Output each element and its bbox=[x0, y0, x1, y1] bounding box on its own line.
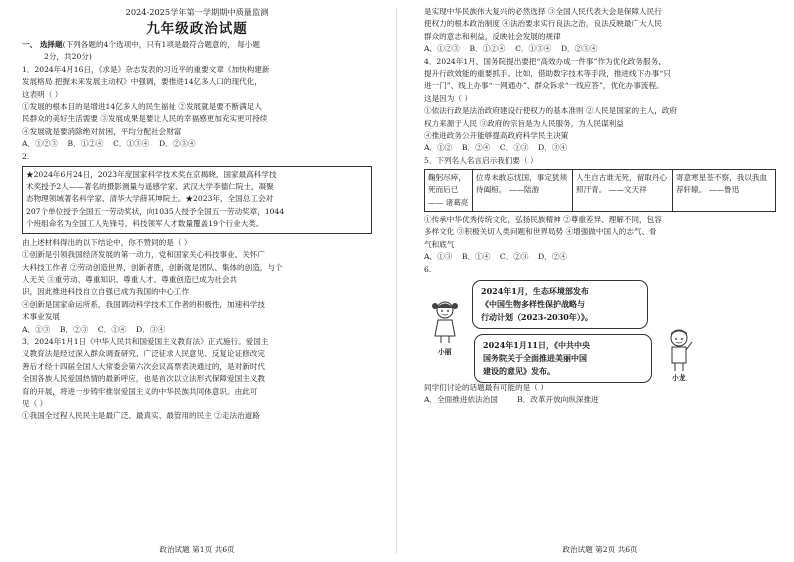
q3-line: ①我国全过程人民民主是最广泛、最真实、最管用的民主 ②走法治道路 bbox=[22, 411, 260, 421]
q2-line: 识，因此推进科技自立自强已成为我国的中心工作 bbox=[22, 287, 190, 297]
q4-line: 提升行政效能的重要抓手。比如，借助数字技术等手段，推进线下办事“只 bbox=[424, 69, 671, 79]
q5-line: 气和底气 bbox=[424, 239, 455, 249]
q3-continued bbox=[424, 6, 776, 56]
bubble-line: 2024年1月11日，《中共中央 bbox=[483, 339, 590, 350]
bubble-line: 国务院关于全面推进美丽中国 bbox=[483, 352, 587, 363]
quote-cell: 人生自古谁无死，留取丹心照汗青。 ——文天祥 bbox=[573, 170, 673, 212]
bubble-line: 2024年1月，生态环境部发布 bbox=[481, 285, 589, 296]
q2-line: 由上述材料得出的以下结论中，你不赞同的是（ ） bbox=[22, 237, 192, 247]
kid-label-xiaoli: 小丽 bbox=[438, 347, 452, 356]
q2-options: A．①③ B．②③ C．①④ D．③④ bbox=[22, 324, 166, 334]
question-2 bbox=[22, 151, 372, 336]
q3-line: 是实现中华民族伟大复兴的必然选择 ③全国人民代表大会是保障人民行 bbox=[424, 7, 662, 16]
q2-line: 术事业发展 bbox=[22, 312, 60, 322]
q1-line: 这表明（ ） bbox=[22, 89, 63, 99]
q2-material-box bbox=[22, 166, 372, 234]
q5-line: 多样文化 ③积极关切人类问题和世界局势 ④增强做中国人的志气、骨 bbox=[424, 227, 657, 237]
q6-stem: 同学们讨论的话题最有可能的是（ ） bbox=[424, 382, 548, 392]
page-left bbox=[22, 0, 372, 562]
q4-line: 权力来源于人民 ③政府的宗旨是为人民服务，为人民谋利益 bbox=[424, 118, 624, 128]
q5-options: A．①③ B．①④ C．②③ D．②④ bbox=[424, 252, 568, 262]
q2-line: ①创新是引领我国经济发展的第一动力，党和国家关心科技事业、关怀广 bbox=[22, 250, 265, 260]
page-footer: 政治试题 第2页 共6页 bbox=[562, 544, 638, 554]
quote-cell: 位卑未敢忘忧国，事定犹须待阖棺。 ——陆游 bbox=[473, 170, 573, 212]
boy-figure-icon bbox=[662, 326, 696, 372]
question-1 bbox=[22, 64, 372, 151]
q5-line: ①传承中华优秀传统文化，弘扬民族精神 ②尊重差异、理解不同，包容 bbox=[424, 214, 662, 224]
kid-label-xiaolong: 小龙 bbox=[672, 373, 686, 382]
q2-line: 人无关 ③重劳动、尊重知识、尊重人才、尊重创造已成为社会共 bbox=[22, 274, 238, 284]
page-right bbox=[424, 0, 776, 562]
q2-line: 大科技工作者 ②劳动创造世界，创新者胜，创新就是团队、集体的创造，与个 bbox=[22, 262, 283, 272]
q3-line: 群众的意志和利益，反映社会发展的规律 bbox=[424, 31, 561, 41]
q3-line: 全国各族人民爱国热情的最新呼应，也是首次以立法形式保障爱国主义教 bbox=[22, 374, 265, 384]
q3-line: 见（ ） bbox=[22, 398, 48, 408]
q6-options: A．全面推进依法治国 B．改革开放向纵深推进 bbox=[424, 395, 599, 405]
q6-number: 6. bbox=[424, 264, 432, 274]
q5-stem: 5．下列名人名言启示我们要（ ） bbox=[424, 155, 538, 165]
q2-material-line: 术奖授予2人——著名的摄影测量与遥感学家、武汉大学李德仁院士，凝聚 bbox=[26, 182, 274, 192]
question-5 bbox=[424, 155, 776, 264]
question-6 bbox=[424, 264, 776, 407]
page-footer: 政治试题 第1页 共6页 bbox=[159, 544, 235, 554]
q4-line: 4．2024年1月，国务院提出要把“高效办成一件事”作为优化政务服务、 bbox=[424, 56, 666, 66]
q2-material-line: 态物理领域著名科学家、清华大学薛其坤院士。★2023年，全国总工会对 bbox=[26, 194, 274, 204]
q2-material-line: 个班组命名为全国工人先锋号，科技领军人才数量覆盖19个行业大类。 bbox=[26, 219, 264, 229]
q3-options: A．①②③ B．①②④ C．①③④ D．②③④ bbox=[424, 44, 598, 54]
section-label: 一、 选择题 bbox=[22, 40, 63, 49]
q2-line: ④创新是国家命运所系，我国调动科学技术工作者的积极性，加速科学技 bbox=[22, 299, 265, 309]
q4-line: ④推进政务公开能够提高政府科学民主决策 bbox=[424, 131, 569, 141]
q3-line: 育的开展，将进一步铸牢推崇爱国主义的中华民族共同体意识。由此可 bbox=[22, 386, 258, 396]
q4-line: ①依法行政是法治政府建设行使权力的基本准则 ②人民是国家的主人，政府 bbox=[424, 106, 678, 116]
q6-illustration bbox=[424, 278, 776, 382]
q4-options: A．①② B．②④ C．①③ D．③④ bbox=[424, 143, 568, 153]
quote-cell: 寄意寒星荃不察，我以我血荐轩辕。 ——鲁迅 bbox=[673, 170, 776, 212]
q1-options: A．①②③ B．①②④ C．①③④ D．②③④ bbox=[22, 139, 196, 149]
question-3 bbox=[22, 336, 372, 423]
q2-material-line: ★2024年6月24日，2023年度国家科学技术奖在京揭晓，国家最高科学技 bbox=[26, 169, 277, 179]
exam-title: 九年级政治试题 bbox=[146, 21, 248, 37]
section-instruction-2: 2分，共20分) bbox=[44, 52, 92, 62]
q2-material-line: 207个单位授予全国五一劳动奖状，向1035人授予全国五一劳动奖章，1044 bbox=[26, 206, 285, 216]
q3-line: 3．2024年1月1日《中华人民共和国爱国主义教育法》正式施行。爱国主 bbox=[22, 336, 269, 346]
speech-bubble-1 bbox=[472, 280, 648, 329]
exam-header: 2024-2025学年第一学期期中质量监测 bbox=[125, 7, 269, 17]
bubble-line: 《中国生物多样性保护战略与 bbox=[481, 298, 585, 309]
q1-line: ④发展就是要消除绝对贫困，平均分配社会财富 bbox=[22, 126, 182, 136]
section-1-heading bbox=[22, 39, 372, 51]
bubble-line: 建设的意见》发布。 bbox=[483, 365, 555, 376]
quote-cell: 鞠躬尽瘁，死而后已 —— 诸葛亮 bbox=[425, 170, 473, 212]
section-instruction: (下列各题的4个选项中，只有1项是最符合题意的， 每小题 bbox=[62, 40, 260, 49]
girl-figure-icon bbox=[428, 298, 462, 344]
speech-bubble-2 bbox=[474, 334, 652, 383]
q1-line: 民群众的美好生活需要 ③发展成果是要让人民的幸福感更加充实更可持续 bbox=[22, 114, 268, 124]
q4-line: 这是因为（ ） bbox=[424, 93, 472, 103]
q1-line: 1．2024年4月16日，《求是》杂志发表的习近平的重要文章《加快构建新 bbox=[22, 64, 270, 74]
bubble-line: 行动计划（2023-2030年）》。 bbox=[481, 311, 593, 322]
q1-line: 发展格局 把握未来发展主动权》中强调，要推进14亿多人口的现代化， bbox=[22, 77, 262, 87]
quotes-table bbox=[424, 169, 776, 212]
page-divider bbox=[396, 8, 397, 554]
q1-line: ①发展的根本目的是增进14亿多人的民生福祉 ②发展就是要不断满足人 bbox=[22, 102, 262, 112]
q3-line: 善后才经十四届全国人大常委会第六次会议高票表决通过的，是对新时代 bbox=[22, 361, 265, 371]
q3-line: 使权力的根本政治制度 ④法治要求实行良法之治，良法反映最广大人民 bbox=[424, 19, 662, 29]
q4-line: 进一门”、线上办事“一网通办”、群众诉求“一线应答”，优化办事流程。 bbox=[424, 81, 664, 91]
question-4 bbox=[424, 56, 776, 155]
q2-number-row: 2. bbox=[22, 151, 30, 161]
q3-line: 义教育法是经过深入群众调查研究、广泛征求人民意见、反复论证修改完 bbox=[22, 349, 265, 359]
